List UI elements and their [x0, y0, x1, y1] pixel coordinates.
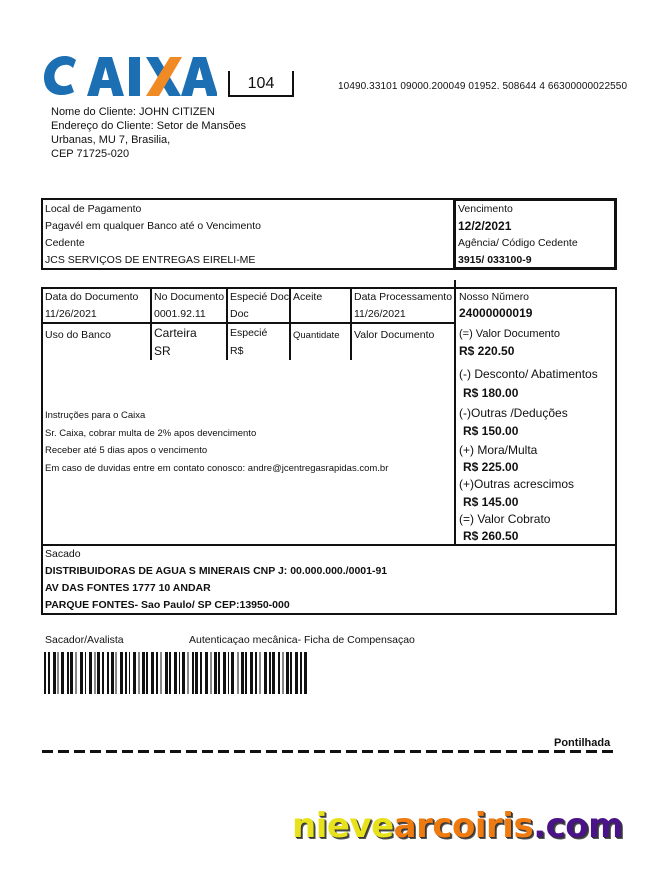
especie-doc-value: Doc: [230, 308, 249, 320]
valor-cobrado-label: (=) Valor Cobrato: [459, 512, 551, 526]
instructions: [43, 407, 388, 477]
data-processamento-value: 11/26/2021: [354, 308, 406, 320]
sacado-label: Sacado: [45, 548, 81, 560]
desconto-label: (-) Desconto/ Abatimentos: [459, 367, 598, 381]
digitable-line: 10490.33101 09000.200049 01952. 508644 4 66300000022550: [338, 81, 628, 92]
watermark-part-1: nieve: [292, 806, 394, 846]
especie-label: Especié: [230, 327, 268, 339]
valor-cobrado-value: R$ 260.50: [463, 529, 519, 543]
data-documento-label: Data do Documento: [45, 291, 139, 303]
cut-line: [42, 750, 616, 753]
uso-banco-label: Uso do Banco: [45, 329, 111, 341]
bank-code: 104: [228, 71, 294, 97]
aceite-label: Aceite: [293, 291, 323, 303]
valor-documento-total-label: (=) Valor Documento: [459, 328, 560, 340]
watermark: [292, 806, 623, 846]
sacado-line-1: DISTRIBUIDORAS DE AGUA S MINERAIS CNP J: 00.000.000./0001-91: [45, 565, 388, 577]
data-processamento-label: Data Processamento: [354, 291, 453, 303]
outras-deducoes-value: R$ 150.00: [463, 424, 519, 438]
caixa-logo: [42, 52, 217, 100]
agencia-label: Agência/ Código Cedente: [458, 237, 578, 249]
no-documento-value: 0001.92.11: [154, 308, 206, 320]
client-address-2: Urbanas, MU 7, Brasilia,: [51, 134, 171, 146]
cedente-label: Cedente: [45, 237, 85, 249]
valor-documento-total-value: R$ 220.50: [459, 344, 515, 358]
local-pagamento-value: Pagavél em qualquer Banco até o Vencimento: [45, 220, 261, 232]
sacador-avalista-label: Sacador/Avalista: [45, 634, 124, 646]
mora-multa-value: R$ 225.00: [463, 460, 519, 474]
mora-multa-label: (+) Mora/Multa: [459, 443, 538, 457]
vencimento-label: Vencimento: [458, 203, 513, 215]
instruction-line: Em caso de duvidas entre em contato conosco: andre@jcentregasrapidas.com.br: [45, 462, 389, 474]
instruction-line: Receber até 5 dias apos o vencimento: [45, 445, 208, 456]
outros-acrescimos-label: (+)Outras acrescimos: [459, 477, 575, 491]
desconto-value: R$ 180.00: [463, 386, 519, 400]
sacado-line-3: PARQUE FONTES- Sao Paulo/ SP CEP:13950-000: [45, 599, 290, 611]
instructions-title: Instruções para o Caixa: [45, 410, 146, 421]
outros-acrescimos-value: R$ 145.00: [463, 495, 519, 509]
sacado-line-2: AV DAS FONTES 1777 10 ANDAR: [45, 582, 211, 594]
client-cep: CEP 71725-020: [51, 148, 130, 160]
pontilhada-label: Pontilhada: [554, 737, 611, 749]
data-documento-value: 11/26/2021: [45, 308, 97, 320]
carteira-label: Carteira: [154, 326, 197, 340]
valor-documento-label: Valor Documento: [354, 329, 435, 341]
local-pagamento-label: Local de Pagamento: [45, 203, 142, 215]
barcode: [44, 652, 410, 694]
watermark-part-3: .com: [533, 806, 624, 846]
watermark-part-2: arcoiris: [393, 806, 534, 846]
quantidade-label: Quantidate: [293, 330, 340, 341]
carteira-value: SR: [154, 344, 171, 358]
client-address-1: Endereço do Cliente: Setor de Mansões: [51, 120, 247, 132]
instruction-line: Sr. Caixa, cobrar multa de 2% apos devencimento: [45, 427, 257, 439]
outras-deducoes-label: (-)Outras /Deduções: [459, 406, 568, 420]
especie-value: R$: [230, 345, 244, 357]
nosso-numero-value: 24000000019: [459, 306, 533, 320]
nosso-numero-label: Nosso Nŭmero: [459, 291, 530, 303]
agencia-value: 3915/ 033100-9: [458, 254, 532, 266]
cedente-value: JCS SERVIÇOS DE ENTREGAS EIRELI-ME: [45, 254, 256, 266]
autenticacao-label: Autenticaçao mecânica- Ficha de Compensaçao: [189, 634, 415, 646]
client-info: [51, 105, 246, 161]
client-name: Nome do Cliente: JOHN CITIZEN: [51, 106, 215, 118]
no-documento-label: No Documento: [154, 291, 225, 303]
especie-doc-label: Especié Doc: [230, 291, 289, 303]
vencimento-value: 12/2/2021: [458, 219, 512, 233]
